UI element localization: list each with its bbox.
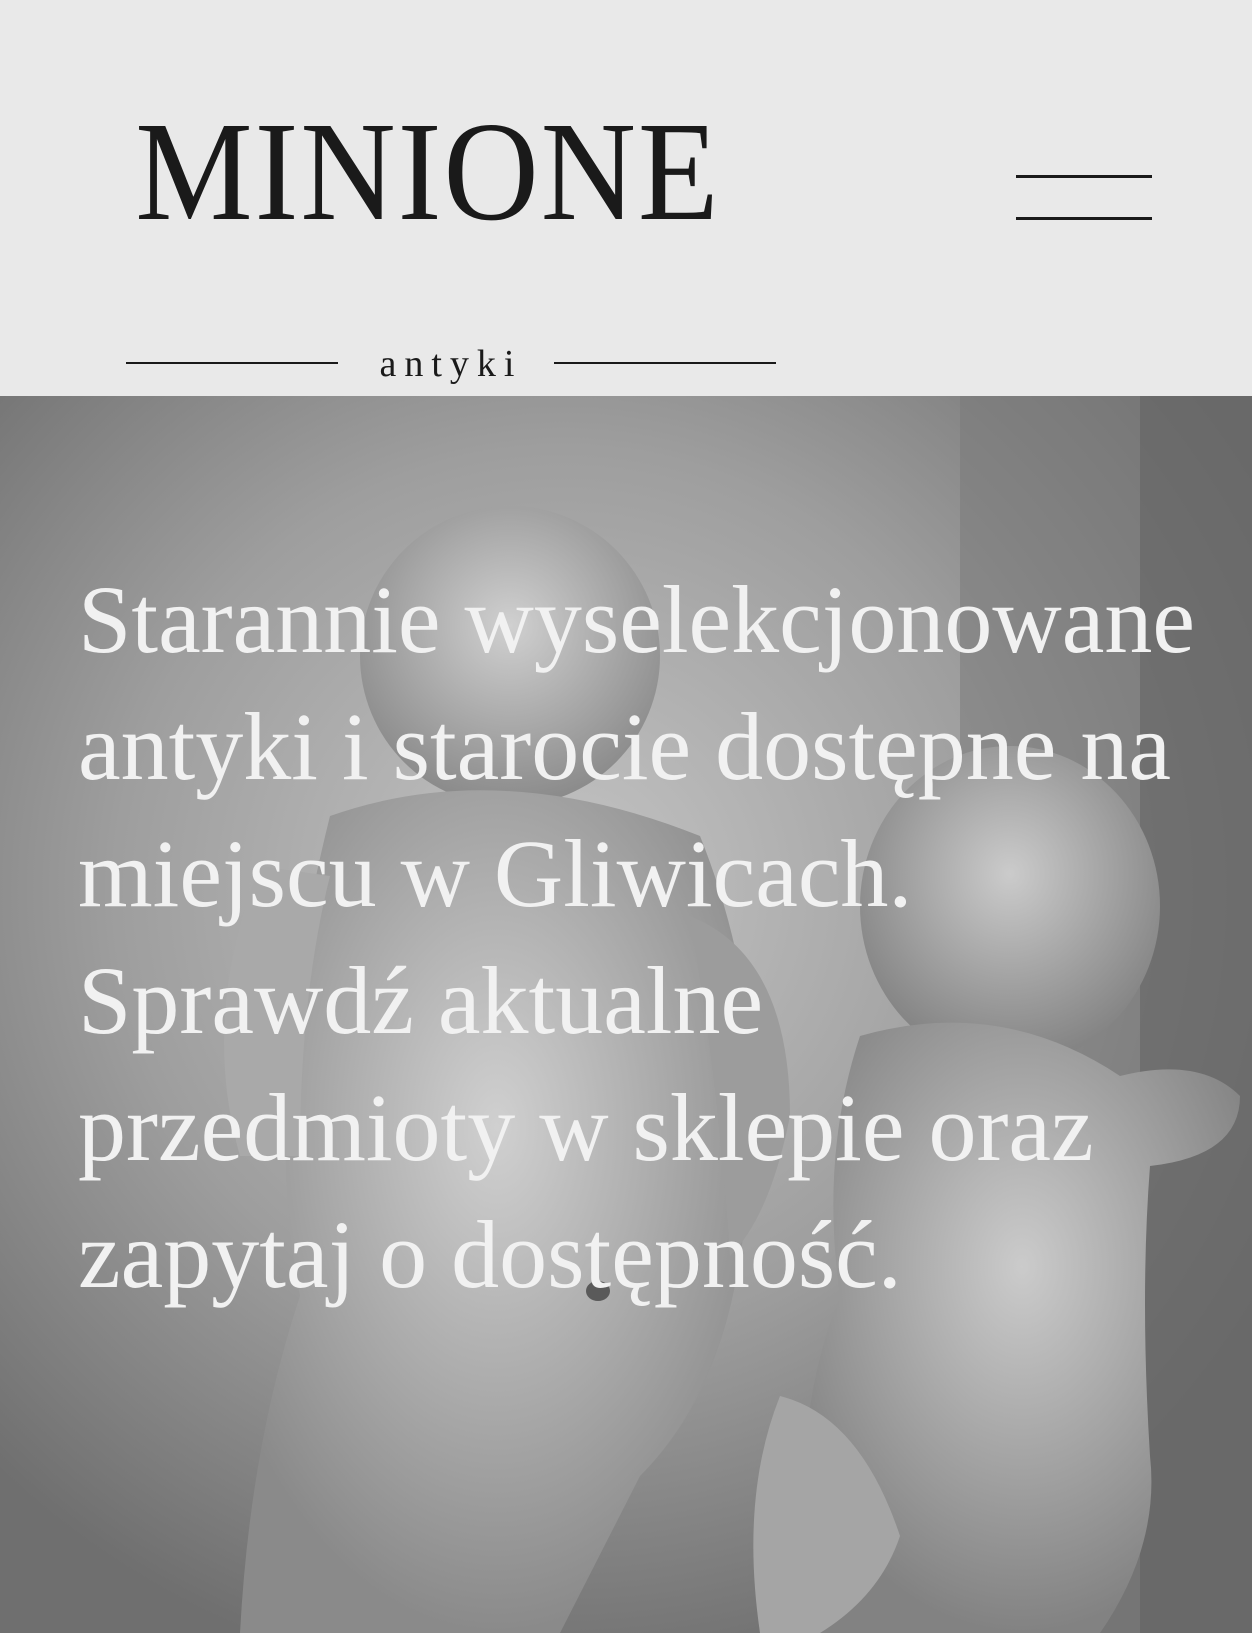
site-header — [0, 0, 1252, 396]
menu-line-bottom — [1016, 217, 1152, 220]
hamburger-menu-icon[interactable] — [1010, 168, 1154, 228]
logo-subtitle: antyki — [379, 343, 523, 385]
menu-line-top — [1016, 175, 1152, 178]
hero-tagline: Starannie wyselekcjonowane antyki i starocie dostępne na miejscu w Gliwicach. Sprawdź aktualne przedmioty w sklepie oraz zapytaj o dostępność. — [78, 566, 1195, 1308]
logo-title: MINIONE — [135, 92, 721, 250]
hero-section — [0, 396, 1252, 1633]
logo-subtitle-row — [126, 338, 776, 390]
logo-rule-right — [554, 362, 776, 364]
site-logo[interactable] — [120, 92, 782, 385]
